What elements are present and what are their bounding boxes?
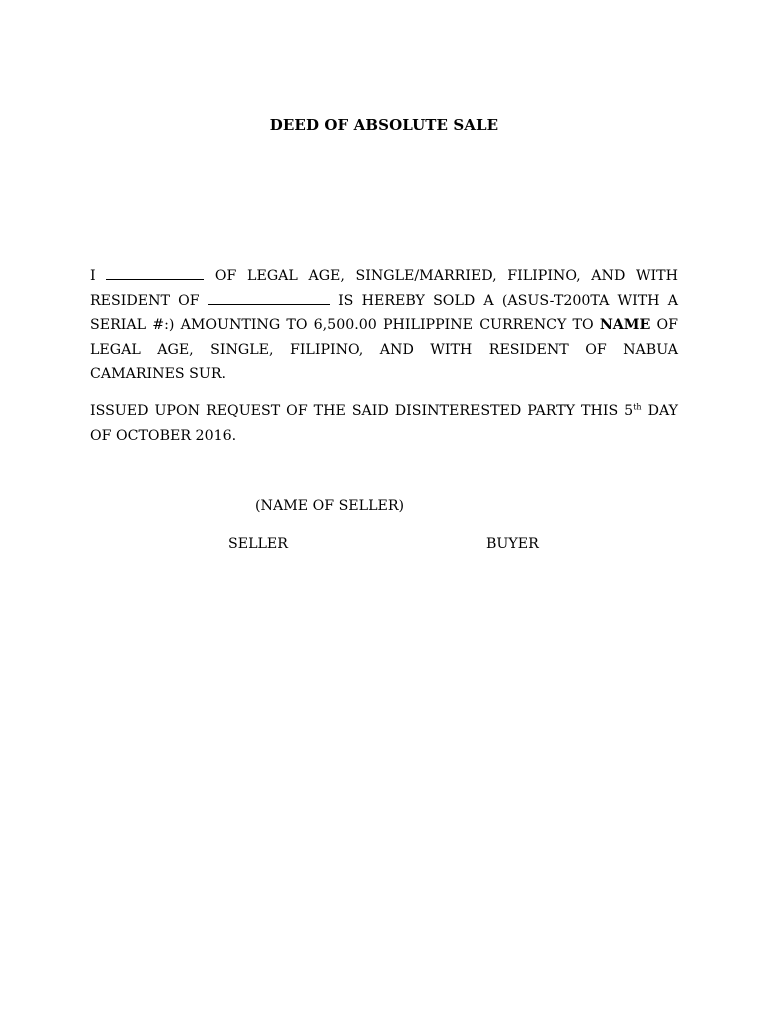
buyer-name: NAME <box>599 317 651 333</box>
seller-residence-blank <box>208 292 330 305</box>
paragraph1-part1: I <box>90 268 96 284</box>
paragraph1-part4: OF LEGAL AGE, SINGLE, FILIPINO, AND WITH RESIDENT OF NABUA CAMARINES SUR. <box>90 317 678 382</box>
ordinal-suffix: th <box>633 402 642 412</box>
paragraph2-part1: ISSUED UPON REQUEST OF THE SAID DISINTERESTED PARTY THIS 5 <box>90 403 634 419</box>
seller-label: SELLER <box>228 536 288 552</box>
document-title: DEED OF ABSOLUTE SALE <box>269 116 499 134</box>
sale-statement-paragraph <box>90 264 678 387</box>
paragraph1-part2: OF LEGAL AGE, SINGLE/MARRIED, FILIPINO, AND WITH RESIDENT OF <box>90 268 678 309</box>
issuance-paragraph <box>90 399 678 448</box>
buyer-label: BUYER <box>486 536 539 552</box>
seller-name-placeholder: (NAME OF SELLER) <box>255 498 405 514</box>
paragraph2-part2: DAY OF OCTOBER 2016. <box>90 403 678 444</box>
paragraph1-part3: IS HEREBY SOLD A (ASUS-T200TA WITH A SERIAL #:) AMOUNTING TO 6,500.00 PHILIPPINE CURRENCY TO <box>90 292 678 333</box>
seller-name-blank <box>106 267 204 280</box>
